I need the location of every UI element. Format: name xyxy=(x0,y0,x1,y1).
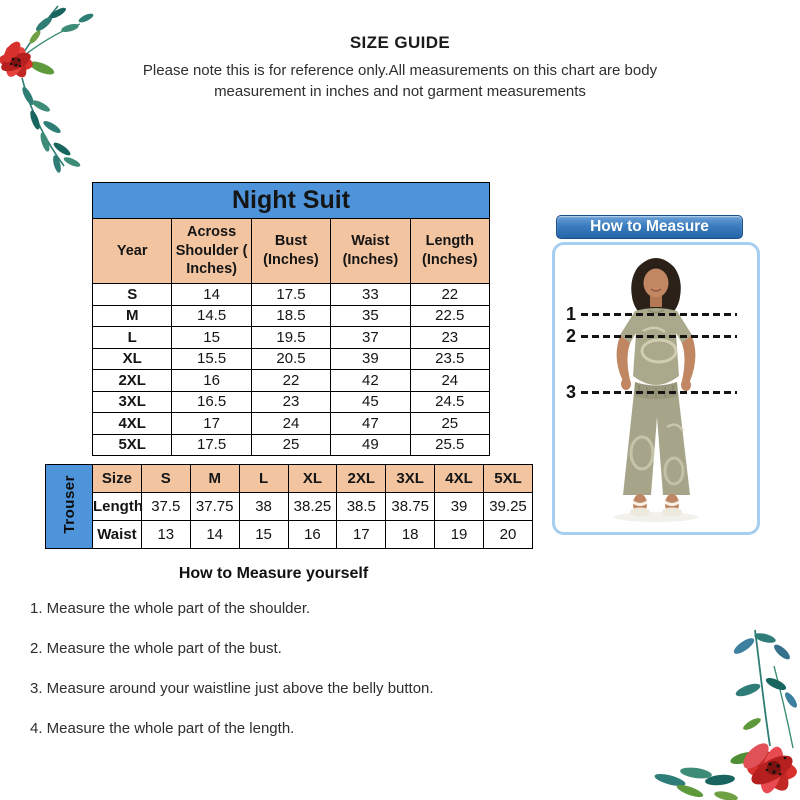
night-suit-size-table xyxy=(92,182,490,456)
night-suit-row xyxy=(93,348,490,370)
measurement-value: 17.5 xyxy=(251,284,330,306)
measurement-value: 39 xyxy=(331,348,410,370)
trouser-column-header: 4XL xyxy=(435,465,484,493)
measure-marker-1: 1 xyxy=(565,304,576,324)
trouser-column-header: M xyxy=(190,465,239,493)
measurement-value: 37 xyxy=(331,327,410,349)
measure-marker-2: 2 xyxy=(565,326,576,346)
measurement-value: 39 xyxy=(435,493,484,521)
measurement-value: 38 xyxy=(239,493,288,521)
page-title: SIZE GUIDE xyxy=(349,33,451,52)
trouser-column-header: XL xyxy=(288,465,337,493)
measurement-value: 14.5 xyxy=(172,305,251,327)
measurement-value: 14 xyxy=(172,284,251,306)
size-label: 5XL xyxy=(93,434,172,456)
measurement-value: 22 xyxy=(251,370,330,392)
measurement-value: 42 xyxy=(331,370,410,392)
trouser-column-header: Size xyxy=(93,465,142,493)
how-to-measure-banner: How to Measure xyxy=(556,215,743,239)
model-illustration xyxy=(555,245,757,532)
instruction-item: 3. Measure around your waistline just above the belly button. xyxy=(30,680,434,697)
measurement-value: 16.5 xyxy=(172,391,251,413)
measurement-value: 19 xyxy=(435,521,484,549)
measurement-value: 22 xyxy=(410,284,489,306)
measurement-value: 16 xyxy=(172,370,251,392)
size-label: M xyxy=(93,305,172,327)
measurement-value: 22.5 xyxy=(410,305,489,327)
night-suit-column-header: Across Shoulder ( Inches) xyxy=(172,219,251,284)
measurement-value: 17 xyxy=(172,413,251,435)
measurement-value: 49 xyxy=(331,434,410,456)
trouser-column-header: 2XL xyxy=(337,465,386,493)
measurement-value: 37.75 xyxy=(190,493,239,521)
measurement-value: 13 xyxy=(141,521,190,549)
measurement-value: 18.5 xyxy=(251,305,330,327)
trouser-column-header: S xyxy=(141,465,190,493)
trouser-column-header: 5XL xyxy=(484,465,533,493)
measurement-value: 20 xyxy=(484,521,533,549)
measurement-value: 38.25 xyxy=(288,493,337,521)
measurement-value: 39.25 xyxy=(484,493,533,521)
night-suit-column-header: Length (Inches) xyxy=(410,219,489,284)
night-suit-title-row xyxy=(93,183,490,219)
measurement-value: 15.5 xyxy=(172,348,251,370)
size-label: S xyxy=(93,284,172,306)
red-flower-icon xyxy=(739,739,798,796)
reference-note-line1: Please note this is for reference only.All measurements on this chart are body xyxy=(142,62,658,79)
measurement-value: 38.5 xyxy=(337,493,386,521)
night-suit-row xyxy=(93,434,490,456)
instructions-heading: How to Measure yourself xyxy=(178,565,369,582)
night-suit-row xyxy=(93,413,490,435)
night-suit-column-header: Year xyxy=(93,219,172,284)
measurement-value: 47 xyxy=(331,413,410,435)
measurement-value: 20.5 xyxy=(251,348,330,370)
measurement-value: 23.5 xyxy=(410,348,489,370)
model-top xyxy=(620,308,692,385)
measurement-value: 24 xyxy=(410,370,489,392)
trouser-waist-row xyxy=(46,521,533,549)
size-label: L xyxy=(93,327,172,349)
waist-measure-line xyxy=(581,391,737,394)
measurement-value: 23 xyxy=(410,327,489,349)
trouser-row-label: Waist xyxy=(93,521,142,549)
night-suit-row xyxy=(93,327,490,349)
night-suit-row xyxy=(93,284,490,306)
measurement-value: 25.5 xyxy=(410,434,489,456)
size-label: 3XL xyxy=(93,391,172,413)
instruction-item: 2. Measure the whole part of the bust. xyxy=(30,640,282,657)
trouser-header-row xyxy=(46,465,533,493)
measurement-value: 25 xyxy=(251,434,330,456)
night-suit-column-header: Bust (Inches) xyxy=(251,219,330,284)
night-suit-row xyxy=(93,370,490,392)
trouser-vertical-text: Trouser xyxy=(60,475,78,534)
night-suit-column-header: Waist (Inches) xyxy=(331,219,410,284)
trouser-table-label xyxy=(46,465,93,549)
measurement-value: 14 xyxy=(190,521,239,549)
measurement-value: 16 xyxy=(288,521,337,549)
measurement-value: 17 xyxy=(337,521,386,549)
night-suit-row xyxy=(93,305,490,327)
measurement-value: 15 xyxy=(239,521,288,549)
trouser-row-label: Length xyxy=(93,493,142,521)
measurement-value: 33 xyxy=(331,284,410,306)
measurement-value: 24.5 xyxy=(410,391,489,413)
size-label: XL xyxy=(93,348,172,370)
measurement-value: 15 xyxy=(172,327,251,349)
size-label: 4XL xyxy=(93,413,172,435)
size-label: 2XL xyxy=(93,370,172,392)
bust-measure-line xyxy=(581,335,737,338)
measurement-value: 24 xyxy=(251,413,330,435)
measurement-value: 23 xyxy=(251,391,330,413)
measurement-value: 45 xyxy=(331,391,410,413)
instruction-item: 4. Measure the whole part of the length. xyxy=(30,720,295,737)
measurement-value: 37.5 xyxy=(141,493,190,521)
night-suit-header-row xyxy=(93,219,490,284)
measurement-value: 19.5 xyxy=(251,327,330,349)
trouser-column-header: L xyxy=(239,465,288,493)
night-suit-row xyxy=(93,391,490,413)
instructions-list xyxy=(30,600,530,737)
night-suit-table-title: Night Suit xyxy=(93,183,490,219)
measurement-value: 38.75 xyxy=(386,493,435,521)
measurement-value: 25 xyxy=(410,413,489,435)
measurement-value: 17.5 xyxy=(172,434,251,456)
trouser-column-header: 3XL xyxy=(386,465,435,493)
reference-note-line2: measurement in inches and not garment measurements xyxy=(214,83,586,100)
measurement-illustration-panel xyxy=(552,242,760,535)
reference-note xyxy=(50,60,750,102)
measurement-value: 18 xyxy=(386,521,435,549)
trouser-size-table xyxy=(45,464,533,549)
shoulder-measure-line xyxy=(581,313,737,316)
trouser-length-row xyxy=(46,493,533,521)
instruction-item: 1. Measure the whole part of the shoulder. xyxy=(30,600,311,617)
measure-marker-3: 3 xyxy=(565,382,576,402)
floral-decoration-bottom-right xyxy=(652,628,800,800)
measurement-value: 35 xyxy=(331,305,410,327)
